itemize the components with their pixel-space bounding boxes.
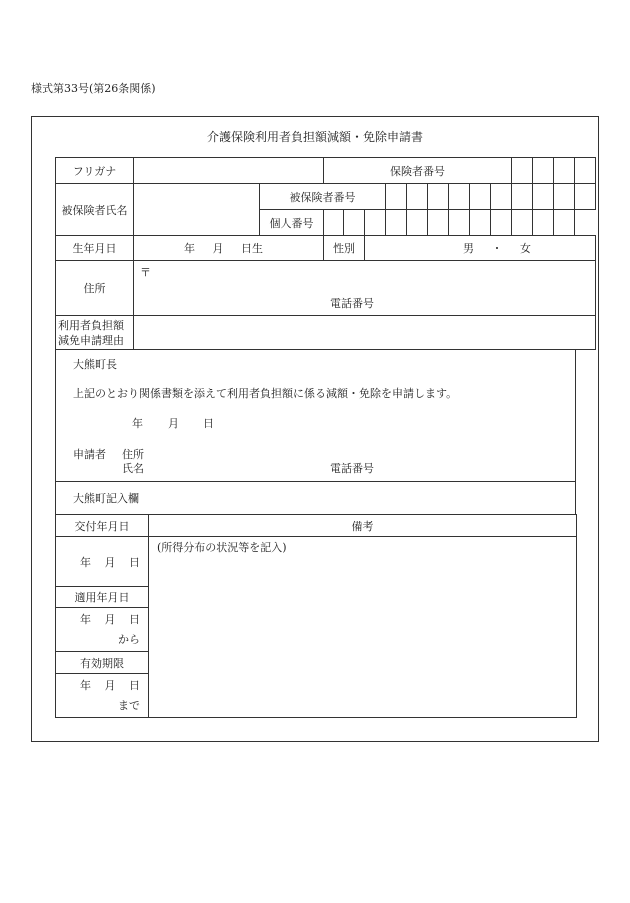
effective-month: 月 <box>104 612 116 626</box>
personal-digit-11[interactable] <box>533 210 554 236</box>
remarks-label: 備考 <box>149 515 577 537</box>
postal-mark: 〒 <box>140 266 151 279</box>
insured-digit-5[interactable] <box>470 184 491 210</box>
applicant-name-label: 氏名 <box>122 462 144 475</box>
reduction-reason-field[interactable] <box>134 316 596 350</box>
gender-field[interactable] <box>365 236 596 261</box>
personal-digit-2[interactable] <box>344 210 365 236</box>
applicant-info-table <box>55 157 596 350</box>
expiry-until: まで <box>118 698 140 712</box>
gender-male[interactable]: 男 <box>463 242 474 255</box>
expiry-label: 有効期限 <box>56 652 149 674</box>
effective-from: から <box>118 632 140 646</box>
expiry-day: 日 <box>129 678 140 692</box>
insured-digit-10[interactable] <box>575 184 596 210</box>
declaration-year: 年 <box>132 417 143 430</box>
issue-month: 月 <box>104 555 116 569</box>
personal-digit-6[interactable] <box>428 210 449 236</box>
furigana-field[interactable] <box>134 158 324 184</box>
insured-number-label: 被保険者番号 <box>260 184 386 210</box>
reduction-reason-label <box>56 316 134 350</box>
effective-year: 年 <box>80 612 91 626</box>
effective-date-label: 適用年月日 <box>56 587 149 608</box>
expiry-month: 月 <box>104 678 116 692</box>
personal-digit-7[interactable] <box>449 210 470 236</box>
personal-digit-5[interactable] <box>407 210 428 236</box>
insured-digit-4[interactable] <box>449 184 470 210</box>
issue-date-label: 交付年月日 <box>56 515 149 537</box>
office-use-table <box>55 514 577 718</box>
address-field[interactable] <box>134 261 596 316</box>
remarks-field[interactable] <box>149 537 577 718</box>
insurer-digit-3[interactable] <box>554 158 575 184</box>
reason-label-line-1: 利用者負担額 <box>58 318 124 332</box>
personal-digit-8[interactable] <box>470 210 491 236</box>
personal-digit-3[interactable] <box>365 210 386 236</box>
addressee: 大熊町長 <box>73 358 117 371</box>
insured-digit-1[interactable] <box>386 184 407 210</box>
birthdate-field[interactable] <box>134 236 324 261</box>
personal-number-label: 個人番号 <box>260 210 324 236</box>
applicant-phone-label: 電話番号 <box>330 462 374 475</box>
insurer-number-label: 保険者番号 <box>324 158 512 184</box>
insurer-digit-2[interactable] <box>533 158 554 184</box>
expiry-year: 年 <box>80 678 91 692</box>
form-number-label: 様式第33号(第26条関係) <box>31 82 156 95</box>
gender-female[interactable]: 女 <box>520 242 531 255</box>
document-title: 介護保険利用者負担額減額・免除申請書 <box>206 130 423 144</box>
gender-separator: ・ <box>491 242 503 255</box>
birth-year-label: 年 <box>184 242 195 255</box>
insured-name-label: 被保険者氏名 <box>56 184 134 236</box>
birth-day-label: 日生 <box>241 242 263 255</box>
personal-digit-10[interactable] <box>512 210 533 236</box>
office-section-title: 大熊町記入欄 <box>73 492 139 505</box>
insured-digit-6[interactable] <box>491 184 512 210</box>
insured-digit-9[interactable] <box>554 184 575 210</box>
reason-label-line-2: 減免申請理由 <box>58 333 124 347</box>
declaration-day: 日 <box>203 417 214 430</box>
issue-date-field[interactable] <box>56 537 149 587</box>
birthdate-label: 生年月日 <box>56 236 134 261</box>
gender-label: 性別 <box>324 236 365 261</box>
personal-digit-9[interactable] <box>491 210 512 236</box>
issue-day: 日 <box>129 555 140 569</box>
insured-digit-3[interactable] <box>428 184 449 210</box>
remarks-note: (所得分布の状況等を記入) <box>157 541 287 554</box>
effective-day: 日 <box>129 612 140 626</box>
declaration-statement: 上記のとおり関係書類を添えて利用者負担額に係る減額・免除を申請します。 <box>73 387 458 400</box>
insurer-digit-4[interactable] <box>575 158 596 184</box>
issue-year: 年 <box>80 555 91 569</box>
personal-digit-1[interactable] <box>324 210 344 236</box>
insured-digit-8[interactable] <box>533 184 554 210</box>
expiry-date-field[interactable] <box>56 674 149 718</box>
insured-digit-7[interactable] <box>512 184 533 210</box>
address-phone-label: 電話番号 <box>330 297 374 310</box>
personal-digit-4[interactable] <box>386 210 407 236</box>
furigana-label: フリガナ <box>56 158 134 184</box>
applicant-address-label: 住所 <box>122 448 144 461</box>
insured-name-field[interactable] <box>134 184 260 236</box>
address-label: 住所 <box>56 261 134 316</box>
personal-digit-12[interactable] <box>554 210 575 236</box>
insurer-digit-1[interactable] <box>512 158 533 184</box>
birth-month-label: 月 <box>212 242 224 255</box>
insured-digit-2[interactable] <box>407 184 428 210</box>
applicant-label: 申請者 <box>73 448 106 461</box>
effective-date-field[interactable] <box>56 608 149 652</box>
declaration-month: 月 <box>168 417 179 430</box>
